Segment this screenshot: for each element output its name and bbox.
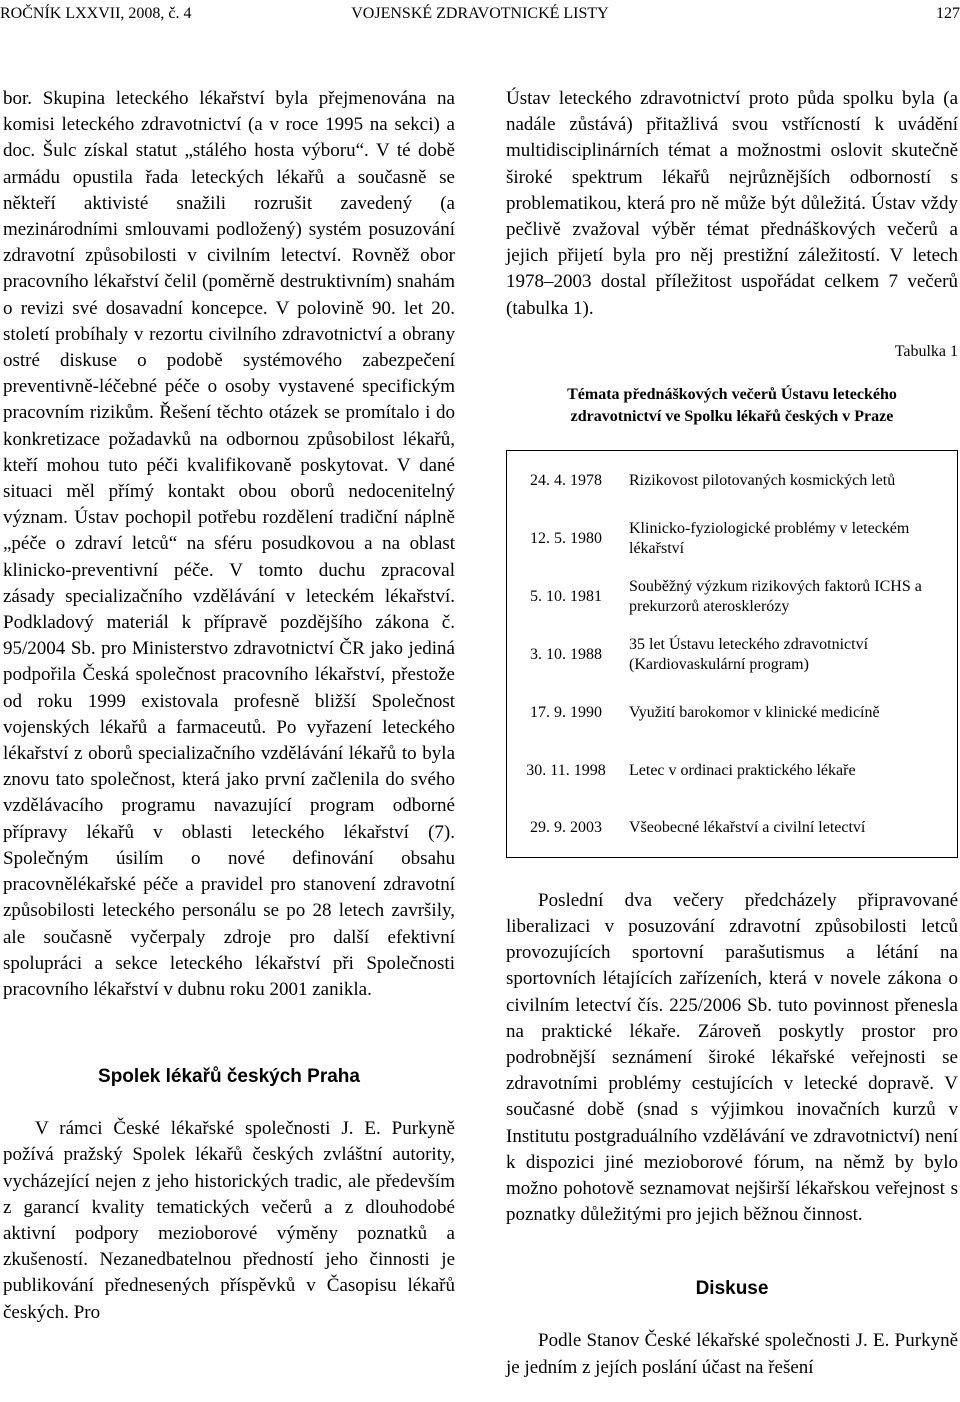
body-paragraph: Podle Stanov České lékařské společnosti J. E. Purkyně je jedním z jejích poslání účast na řešení (506, 1330, 958, 1378)
table-row (507, 510, 958, 568)
row-date: 5. 10. 1981 (530, 588, 602, 606)
section-heading-diskuse: Diskuse (695, 1278, 769, 1300)
right-column (506, 86, 958, 1381)
row-topic: Všeobecné lékařství a civilní letectví (629, 819, 866, 837)
row-date: 12. 5. 1980 (530, 530, 602, 548)
body-paragraph: Ústav leteckého zdravotnictví proto půda spolku byla (a nadále zůstává) přitažlivá svou vstřícností k uvádění multidisciplinárních témat a možnostmi oslovit skutečně široké spektrum lékařů nejrůznějších odborností s problematikou, která pro ně může být důležitá. Ústav vždy pečlivě zvažoval výběr témat přednáškových večerů a jejich přijetí byla pro něj prestižní záležitostí. V letech 1978–2003 dostal příležitost uspořádat celkem 7 večerů (tabulka 1). (506, 88, 958, 319)
body-paragraph: bor. Skupina leteckého lékařství byla přejmenována na komisi leteckého zdravotnictví (a v roce 1995 na sekci) a doc. Šulc získal statut „stálého hosta výboru“. V té době armádu opustila řada leteckých lékařů a současně se někteří aktivisté snažili rozrušit zavedený (a mezinárodními smlouvami podložený) systém posuzování zdravotní způsobilosti v civilním letectví. Rovněž obor pracovního lékařství čelil (poměrně destruktivním) snahám o revizi své dosavadní koncepce. V polovině 90. let 20. století probíhaly v rezortu civilního zdravotnictví a obrany ostré diskuse o podobě systémového zabezpečení preventivně-léčebné péče o osoby vystavené specifickým pracovním rizikům. Řešení těchto otázek se promítalo i do konkretizace požadavků na odbornou způsobilost lékařů, kteří mohou tuto péči kvalifikovaně poskytovat. V dané situaci měl přímý kontakt obou oborů nedocenitelný význam. Ústav pochopil potřebu rozdělení tradiční náplně „péče o zdraví letců“ na sféru posudkovou a na oblast klinicko-preventivní péče. V tomto duchu zpracoval zásady specializačního vzdělávání v leteckém lékařství. Podkladový materiál k přípravě pozdějšího zákona č. 95/2004 Sb. pro Ministerstvo zdravotnictví ČR jako jediná podpořila Česká společnost pracovního lékařství, přestože od roku 1999 existovala profesně bližší Společnost vojenských lékařů a farmaceutů. Po vyřazení leteckého lékařství z oborů specializačního vzdělávání lékařů to byla znovu tato společnost, která jako první začlenila do svého vzdělávacího programu navazující program odborné přípravy lékařů v oblasti leteckého lékařství (7). Společným úsilím o nové definování obsahu pracovnělékařské péče a pravidel pro stanovení zdravotní způsobilosti leteckého personálu se po 28 letech završily, ale současně vyčerpaly zdroje pro další efektivní spolupráci a sekce leteckého lékařství při Společnosti pracovního lékařství v dubnu roku 2001 zanikla. (3, 88, 455, 1000)
table-row (507, 742, 958, 799)
table-row (507, 799, 958, 857)
row-date: 17. 9. 1990 (530, 704, 602, 722)
body-paragraph: Poslední dva večery předcházely připravované liberalizaci v posuzování zdravotní způsobilosti letců provozujících sportovní parašutismus a létání na sportovních létajících zařízeních, která v novele zákona o civilním letectví čís. 225/2006 Sb. tuto povinnost přenesla na praktické lékaře. Zároveň poskytly prostor pro podrobnější seznámení široké lékařské veřejnosti se zdravotními problémy cestujících v letecké dopravě. V současné době (snad s výjimkou inovačních kurzů v Institutu postgraduálního vzdělávání ve zdravotnictví) není k dispozici jiné mezioborové fórum, na němž by bylo možno pohotově seznamovat nejširší lékařskou veřejnost s poznatky důležitými pro jejich běžnou činnost. (506, 889, 958, 1226)
table-row (507, 626, 958, 684)
table-row (507, 568, 958, 626)
row-topic: Klinicko-fyziologické problémy v leteckém lékařství (629, 520, 910, 558)
page-header (0, 0, 960, 30)
table-title-line: Témata přednáškových večerů Ústavu leteckého (567, 385, 897, 403)
section-heading-spolek: Spolek lékařů českých Praha (98, 1066, 360, 1088)
row-date: 29. 9. 2003 (530, 819, 602, 837)
row-topic: 35 let Ústavu leteckého zdravotnictví (Kardiovaskulární program) (629, 636, 869, 674)
lecture-topics-table (506, 450, 958, 858)
row-topic: Využití barokomor v klinické medicíně (629, 704, 880, 722)
row-date: 3. 10. 1988 (530, 646, 602, 664)
row-topic: Souběžný výzkum rizikových faktorů ICHS a prekurzorů aterosklerózy (629, 578, 922, 616)
table-row (507, 684, 958, 742)
volume-info: ROČNÍK LXXVII, 2008, č. 4 (0, 5, 192, 22)
row-date: 24. 4. 1978 (530, 471, 602, 489)
table-title-line: zdravotnictví ve Spolku lékařů českých v Praze (570, 407, 894, 425)
body-paragraph: V rámci České lékařské společnosti J. E. Purkyně požívá pražský Spolek lékařů českých zvláštní autority, vycházející nejen z jeho historických tradic, ale především z garancí kvality tematických večerů a z dlouhodobé aktivní podpory mezioborové výměny poznatků a zkušeností. Nezanedbatelnou předností jeho činnosti je publikování přednesených příspěvků v Časopisu lékařů českých. Pro (3, 1118, 455, 1323)
table-title (506, 384, 958, 428)
left-column (3, 86, 455, 1326)
table-caption: Tabulka 1 (894, 342, 958, 360)
row-topic: Rizikovost pilotovaných kosmických letů (629, 471, 896, 489)
row-date: 30. 11. 1998 (526, 761, 606, 779)
table-row (507, 450, 958, 510)
row-topic: Letec v ordinaci praktického lékaře (629, 761, 856, 779)
journal-title: VOJENSKÉ ZDRAVOTNICKÉ LISTY (351, 5, 609, 22)
page-number: 127 (936, 5, 960, 22)
